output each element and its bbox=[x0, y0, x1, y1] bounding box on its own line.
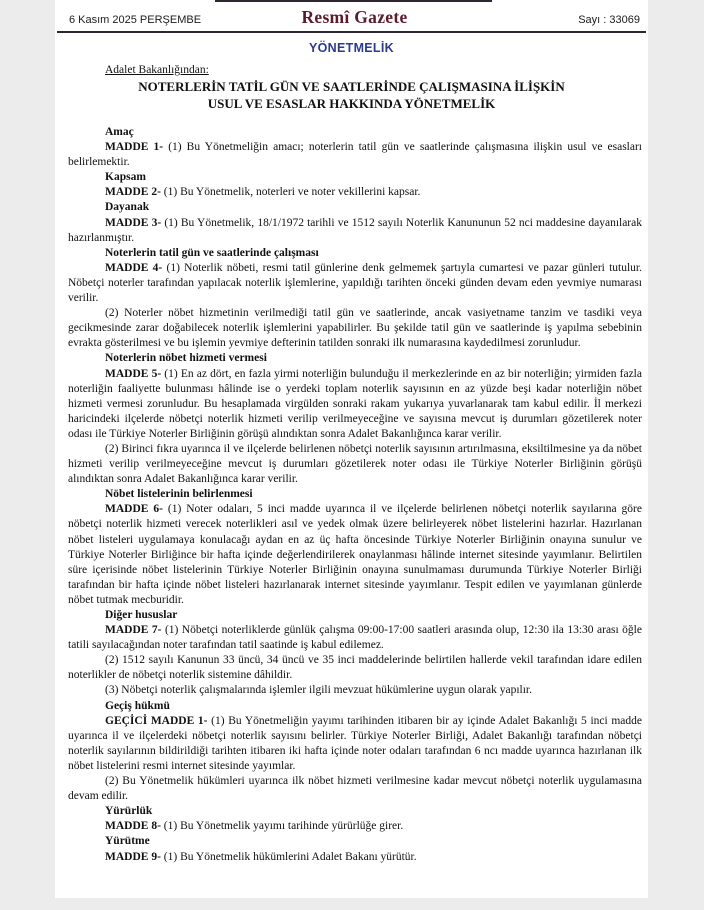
regulation-title bbox=[55, 79, 648, 112]
header-divider bbox=[57, 31, 646, 33]
paragraph: GEÇİCİ MADDE 1- (1) Bu Yönetmeliğin yayımı tarihinden itibaren bir ay içinde Adalet Bakanlığı 5 inci madde uyarınca il ve ilçelerdeki nöbetçi noterlik sayısını belirler. Türkiye Noterler Birliği, Adalet Bakanlığı tarafından nöbetçi noterlik sayılarının bildirildiği tarihten itibaren iki hafta içinde noter odaları tarafından 6 ncı madde uyarınca hazırlanan ilk nöbet listelerini resmi internet sitesinde yayımlar. bbox=[68, 714, 643, 772]
article-number: MADDE 4- bbox=[105, 261, 163, 274]
section-heading: Noterlerin nöbet hizmeti vermesi bbox=[105, 352, 267, 365]
gazette-page bbox=[55, 0, 648, 898]
section-heading: Geçiş hükmü bbox=[105, 699, 170, 712]
article-number: MADDE 8- bbox=[105, 820, 161, 833]
article-number: MADDE 7- bbox=[105, 624, 162, 637]
regulation-title-line2: USUL VE ESASLAR HAKKINDA YÖNETMELİK bbox=[207, 95, 496, 111]
paragraph: (2) Birinci fıkra uyarınca il ve ilçelerde belirlenen nöbetçi noterlik sayısının artırılmasına, eksiltilmesine ya da nöbet hizmeti verilip verilmeyeceğine mevcut iş durumları gözetilerek noter odası ile Türkiye Noterler Birliğinin görüşü alındıktan sonra Adalet Bakanlığınca karar verilir. bbox=[68, 442, 642, 486]
article-number: MADDE 1- bbox=[105, 141, 164, 154]
paragraph: (3) Nöbetçi noterlik çalışmalarında işlemler ilgili mevzuat hükümlerine uygun olarak yapılır. bbox=[105, 684, 532, 697]
article-number: MADDE 9- bbox=[105, 850, 161, 863]
paragraph: (2) 1512 sayılı Kanunun 33 üncü, 34 üncü ve 35 inci maddelerinde belirtilen hallerde vekil tarafından idare edilen noterlikler de nöbetçi noterlik sistemine dâhildir. bbox=[68, 654, 642, 682]
paragraph: MADDE 9- (1) Bu Yönetmelik hükümlerini Adalet Bakanı yürütür. bbox=[105, 850, 417, 863]
gazette-header bbox=[55, 0, 648, 28]
paragraph: MADDE 7- (1) Nöbetçi noterliklerde günlük çalışma 09:00-17:00 saatleri arasında olup, 12:30 ila 13:30 arası öğle tatili sayılacağından noter tarafından tatil saatinde iş kabul edilemez. bbox=[68, 624, 642, 652]
article-number: MADDE 3- bbox=[105, 216, 162, 229]
gazette-title: Resmî Gazete bbox=[301, 7, 408, 27]
gazette-date: 6 Kasım 2025 PERŞEMBE bbox=[69, 14, 202, 26]
regulation-title-line1: NOTERLERİN TATİL GÜN VE SAATLERİNDE ÇALIŞMASINA İLİŞKİN bbox=[138, 79, 565, 94]
paragraph: MADDE 1- (1) Bu Yönetmeliğin amacı; noterlerin tatil gün ve saatlerinde çalışmasına ilişkin usul ve esasları belirlemektir. bbox=[68, 141, 642, 169]
section-heading: Nöbet listelerinin belirlenmesi bbox=[105, 488, 253, 501]
article-number: MADDE 6- bbox=[105, 503, 163, 516]
article-number: MADDE 5- bbox=[105, 367, 162, 380]
paragraph: MADDE 8- (1) Bu Yönetmelik yayımı tarihinde yürürlüğe girer. bbox=[105, 820, 404, 833]
paragraph: MADDE 5- (1) En az dört, en fazla yirmi noterliğin bulunduğu il merkezlerinde en az bir noterliğin; yirmiden fazla noterliğin faaliyette bulunması hâlinde ise o yerdeki toplam noterlik sayısının en az yüzde beşi kadar noterliğin nöbet hizmeti vermesi zorunludur. Bu hesaplamada virgülden sonraki rakam yukarıya yuvarlanarak tam kabul edilir. İl merkezi haricindeki ilçelerde nöbetçi noterlik hizmeti verilip verilmeyeceğine ve sayısına mevcut iş durumları gözetilerek noter odası ile Türkiye Noterler Birliğinin görüşü alındıktan sonra Adalet Bakanlığınca karar verilir. bbox=[68, 367, 642, 440]
doc-content bbox=[55, 112, 648, 865]
paragraph: (2) Noterler nöbet hizmetinin verilmediği tatil gün ve saatlerinde, ancak vasiyetname tanzim ve tasdiki veya gecikmesinde zarar doğabilecek noterlik işlemlerini yapabilirler. Bu şekilde tatil gün ve saatlerinde iş yapılma sebebinin evrakta gösterilmesi ve bu işlemin yevmiye defterinin tatilden sonraki ilk numarasına kaydedilmesi zorunludur. bbox=[68, 307, 642, 350]
section-heading: Yürütme bbox=[105, 835, 150, 848]
paragraph: MADDE 2- (1) Bu Yönetmelik, noterleri ve noter vekillerini kapsar. bbox=[105, 186, 421, 199]
section-heading: Dayanak bbox=[105, 201, 150, 214]
section-heading: Diğer hususlar bbox=[105, 609, 178, 621]
section-heading: Kapsam bbox=[105, 171, 146, 184]
document-type-label: YÖNETMELİK bbox=[309, 41, 394, 55]
section-heading: Yürürlük bbox=[105, 805, 153, 818]
issuing-ministry-line: Adalet Bakanlığından: bbox=[105, 64, 209, 76]
paragraph: (2) Bu Yönetmelik hükümleri uyarınca ilk nöbet hizmeti verilmesine kadar mevcut nöbetçi noterlik uygulamasına devam edilir. bbox=[68, 775, 642, 803]
paragraph: MADDE 3- (1) Bu Yönetmelik, 18/1/1972 tarihli ve 1512 sayılı Noterlik Kanununun 52 nci maddesine dayanılarak hazırlanmıştır. bbox=[68, 216, 642, 244]
section-heading: Noterlerin tatil gün ve saatlerinde çalışması bbox=[105, 246, 319, 259]
paragraph: MADDE 4- (1) Noterlik nöbeti, resmi tatil günlerine denk gelmemek şartıyla cumartesi ve pazar günleri tutulur. Nöbetçi noterler tarafından yapılacak noterlik işlemlerine, yapıldığı tarihten önceki günden devam eden yevmiye numarası verilir. bbox=[68, 261, 642, 305]
article-number: MADDE 2- bbox=[105, 186, 161, 199]
issue-number: Sayı : 33069 bbox=[578, 14, 640, 26]
top-rule-segment bbox=[215, 0, 492, 2]
article-number: GEÇİCİ MADDE 1- bbox=[105, 714, 208, 727]
paragraph: MADDE 6- (1) Noter odaları, 5 inci madde uyarınca il ve ilçelerde belirlenen nöbetçi noterlik sayılarına göre nöbetçi noterlik hizmeti verecek noterlikleri asıl ve yedek olmak üzere belirleyerek nöbet listelerini hazırlar. Hazırlanan nöbet listeleri uygulamaya konulacağı aydan en az üç hafta öncesinde Türkiye Noterler Birliğinin onayına sunulur ve Türkiye Noterler Birliğince bir hafta içinde değerlendirilerek onaylanması hâlinde internet sitesinde yayımlanır. Belirtilen süre içerisinde nöbet listelerinin Türkiye Noterler Birliğinin onayına sunulmaması durumunda Türkiye Noterler Birliği tarafından bir hafta içinde nöbet listeleri hazırlanarak internet sitesinde yayımlanır. Tespit edilen ve yayımlanan günlerde nöbet tutmak mecburidir. bbox=[68, 503, 642, 606]
section-heading: Amaç bbox=[105, 126, 134, 138]
